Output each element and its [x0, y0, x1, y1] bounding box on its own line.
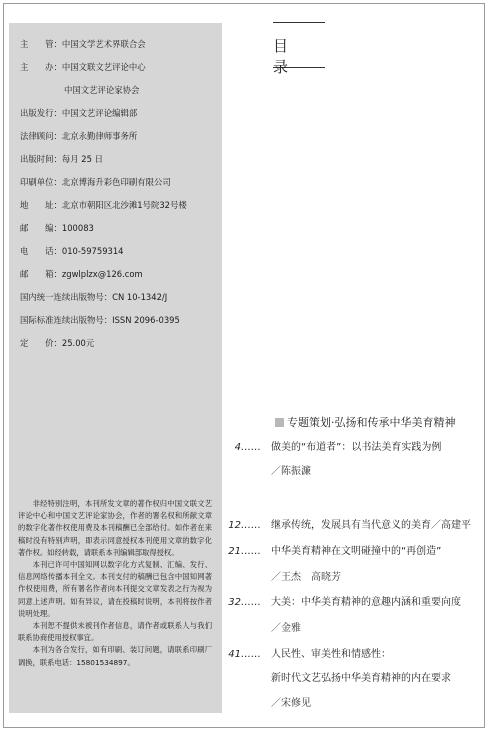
- toc-author: ／王杰 高晓芳: [271, 572, 341, 583]
- toc-page-number: 21……: [228, 546, 261, 557]
- masthead-value: 北京永勤律师事务所: [61, 131, 138, 141]
- masthead-label: 出版时间：: [20, 154, 62, 164]
- toc-page-number: 12……: [228, 520, 261, 531]
- masthead-value: 010-59759314: [61, 246, 124, 256]
- masthead-label: 地 址：: [20, 200, 62, 210]
- toc-header: [273, 22, 325, 76]
- masthead-value: 北京博海升彩色印刷有限公司: [61, 177, 171, 187]
- masthead-value: CN 10-1342/J: [112, 292, 168, 302]
- notice-paragraph: 本刊恕不提供未被刊作者信息，请作者或联系人与我们联系协商使用授权事宜。: [18, 621, 212, 643]
- masthead-value: ISSN 2096-0395: [112, 315, 180, 325]
- masthead-row: [64, 84, 139, 96]
- masthead-label: 国内统一连续出版物号：: [20, 292, 113, 302]
- masthead-row: [20, 291, 167, 303]
- masthead-label: 印刷单位：: [20, 177, 62, 187]
- masthead-label: 电 话：: [20, 246, 62, 256]
- masthead-row: [20, 222, 94, 234]
- masthead-value: zgwlplzx@126.com: [61, 269, 143, 279]
- notice-paragraph: 非经特别注明，本刊所发文章的著作权归中国文联文艺评论中心和中国文艺评论家协会，作者的署名权和所献文章的数字化著作权使用费及本刊稿酬已全部给付。如作者在来稿时没有特别声明，即表示同意授权本刊使用文章的数字化著作权。如经转载，请联系本刊编辑部取得授权。: [18, 499, 212, 557]
- masthead-value: 中国文艺评论家协会: [64, 85, 140, 95]
- masthead-label: 定 价：: [20, 338, 62, 348]
- masthead-row: [20, 38, 146, 50]
- copyright-notice: [18, 498, 212, 669]
- masthead-row: [20, 245, 124, 257]
- masthead-row: [20, 107, 137, 119]
- toc-article-title: 人民性、审美性和情感性：: [271, 649, 391, 660]
- masthead-label: 主 办：: [20, 62, 62, 72]
- toc-section-heading: [275, 416, 456, 430]
- toc-page-number: 4……: [234, 442, 261, 453]
- masthead-value: 中国文联文艺评论中心: [61, 62, 146, 72]
- notice-paragraph: 本刊已许可中国知网以数字化方式复制、汇编、发行、信息网络传播本刊全文。本刊支付的稿酬已包含中国知网著作权使用费，所有署名作者向本刊提交文章发表之行为视为同意上述声明。如有异议，请在投稿时说明，本刊将按作者说明处理。: [18, 560, 212, 618]
- masthead-panel: [9, 23, 222, 713]
- masthead-value: 100083: [61, 223, 94, 233]
- masthead-row: [20, 337, 94, 349]
- square-bullet-icon: [275, 418, 284, 427]
- toc-article-title: 大美：中华美育精神的意趣内涵和重要向度: [271, 597, 461, 608]
- masthead-value: 中国文艺评论编辑部: [61, 108, 138, 118]
- masthead-value: 中国文学艺术界联合会: [61, 39, 146, 49]
- masthead-row: [20, 314, 180, 326]
- masthead-row: [20, 61, 146, 73]
- toc-title: 目录: [273, 37, 306, 76]
- masthead-label: 主 管：: [20, 39, 62, 49]
- toc-article-title: 做美的“布道者”：以书法美育实践为例: [271, 442, 442, 453]
- masthead-row: [20, 130, 137, 142]
- toc-author: ／宋修见: [271, 698, 311, 709]
- toc-article-title: 继承传统，发展具有当代意义的美育／高建平: [271, 520, 471, 531]
- toc-page-number: 32……: [228, 597, 261, 608]
- masthead-value: 25.00元: [61, 338, 95, 348]
- masthead-label: 邮 编：: [20, 223, 62, 233]
- toc-article-title: 中华美育精神在文明碰撞中的“再创造”: [271, 546, 442, 557]
- masthead-row: [20, 153, 103, 165]
- toc-article-subtitle: 新时代文艺弘扬中华美育精神的内在要求: [271, 673, 451, 684]
- masthead-row: [20, 199, 187, 211]
- masthead-row: [20, 268, 143, 280]
- masthead-label: 法律顾问：: [20, 131, 62, 141]
- masthead-label: 出版发行：: [20, 108, 62, 118]
- toc-section-title: 专题策划·弘扬和传承中华美育精神: [287, 416, 456, 429]
- notice-paragraph: 本刊为各合发行，如有印刷、装订问题，请联系印刷厂调换，联系电话：15801534897。: [18, 645, 212, 667]
- toc-page-number: 41……: [228, 649, 261, 660]
- masthead-row: [20, 176, 171, 188]
- masthead-value: 每月 25 日: [61, 154, 103, 164]
- masthead-label: 邮 箱：: [20, 269, 62, 279]
- toc-author: ／金雅: [271, 623, 301, 634]
- masthead-label: 国际标准连续出版物号：: [20, 315, 113, 325]
- toc-author: ／陈振濂: [271, 466, 311, 477]
- masthead-value: 北京市朝阳区北沙滩1号院32号楼: [61, 200, 187, 210]
